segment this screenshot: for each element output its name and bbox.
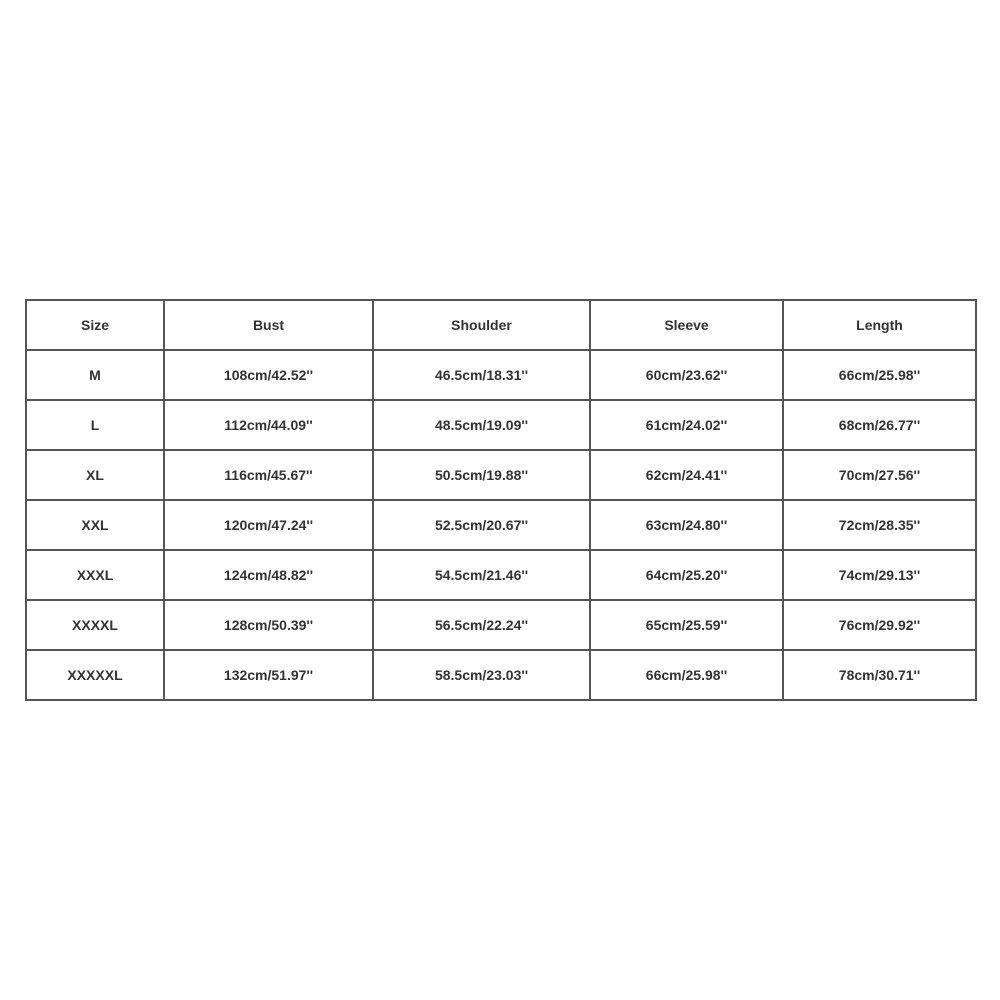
- cell-size: L: [26, 400, 164, 450]
- table-row: [26, 400, 976, 450]
- cell-sleeve: 61cm/24.02'': [590, 400, 783, 450]
- cell-sleeve: 64cm/25.20'': [590, 550, 783, 600]
- cell-shoulder: 52.5cm/20.67'': [373, 500, 590, 550]
- size-chart-table: [25, 299, 977, 701]
- cell-size: XXL: [26, 500, 164, 550]
- cell-sleeve: 60cm/23.62'': [590, 350, 783, 400]
- cell-bust: 132cm/51.97'': [164, 650, 373, 700]
- cell-size: XXXXXL: [26, 650, 164, 700]
- cell-shoulder: 48.5cm/19.09'': [373, 400, 590, 450]
- cell-size: XXXXL: [26, 600, 164, 650]
- cell-length: 74cm/29.13'': [783, 550, 976, 600]
- cell-shoulder: 56.5cm/22.24'': [373, 600, 590, 650]
- cell-bust: 112cm/44.09'': [164, 400, 373, 450]
- cell-sleeve: 62cm/24.41'': [590, 450, 783, 500]
- table-row: [26, 450, 976, 500]
- header-sleeve: Sleeve: [590, 300, 783, 350]
- cell-sleeve: 63cm/24.80'': [590, 500, 783, 550]
- header-length: Length: [783, 300, 976, 350]
- header-bust: Bust: [164, 300, 373, 350]
- cell-length: 68cm/26.77'': [783, 400, 976, 450]
- cell-size: XL: [26, 450, 164, 500]
- header-size: Size: [26, 300, 164, 350]
- cell-sleeve: 66cm/25.98'': [590, 650, 783, 700]
- cell-bust: 128cm/50.39'': [164, 600, 373, 650]
- table-header-row: [26, 300, 976, 350]
- cell-length: 78cm/30.71'': [783, 650, 976, 700]
- table-row: [26, 600, 976, 650]
- table-row: [26, 550, 976, 600]
- cell-shoulder: 54.5cm/21.46'': [373, 550, 590, 600]
- table-row: [26, 650, 976, 700]
- cell-length: 72cm/28.35'': [783, 500, 976, 550]
- cell-length: 76cm/29.92'': [783, 600, 976, 650]
- cell-shoulder: 50.5cm/19.88'': [373, 450, 590, 500]
- header-shoulder: Shoulder: [373, 300, 590, 350]
- cell-sleeve: 65cm/25.59'': [590, 600, 783, 650]
- cell-shoulder: 58.5cm/23.03'': [373, 650, 590, 700]
- cell-bust: 124cm/48.82'': [164, 550, 373, 600]
- cell-shoulder: 46.5cm/18.31'': [373, 350, 590, 400]
- cell-size: XXXL: [26, 550, 164, 600]
- cell-bust: 108cm/42.52'': [164, 350, 373, 400]
- cell-bust: 120cm/47.24'': [164, 500, 373, 550]
- table-row: [26, 500, 976, 550]
- cell-size: M: [26, 350, 164, 400]
- cell-length: 70cm/27.56'': [783, 450, 976, 500]
- cell-length: 66cm/25.98'': [783, 350, 976, 400]
- table-row: [26, 350, 976, 400]
- cell-bust: 116cm/45.67'': [164, 450, 373, 500]
